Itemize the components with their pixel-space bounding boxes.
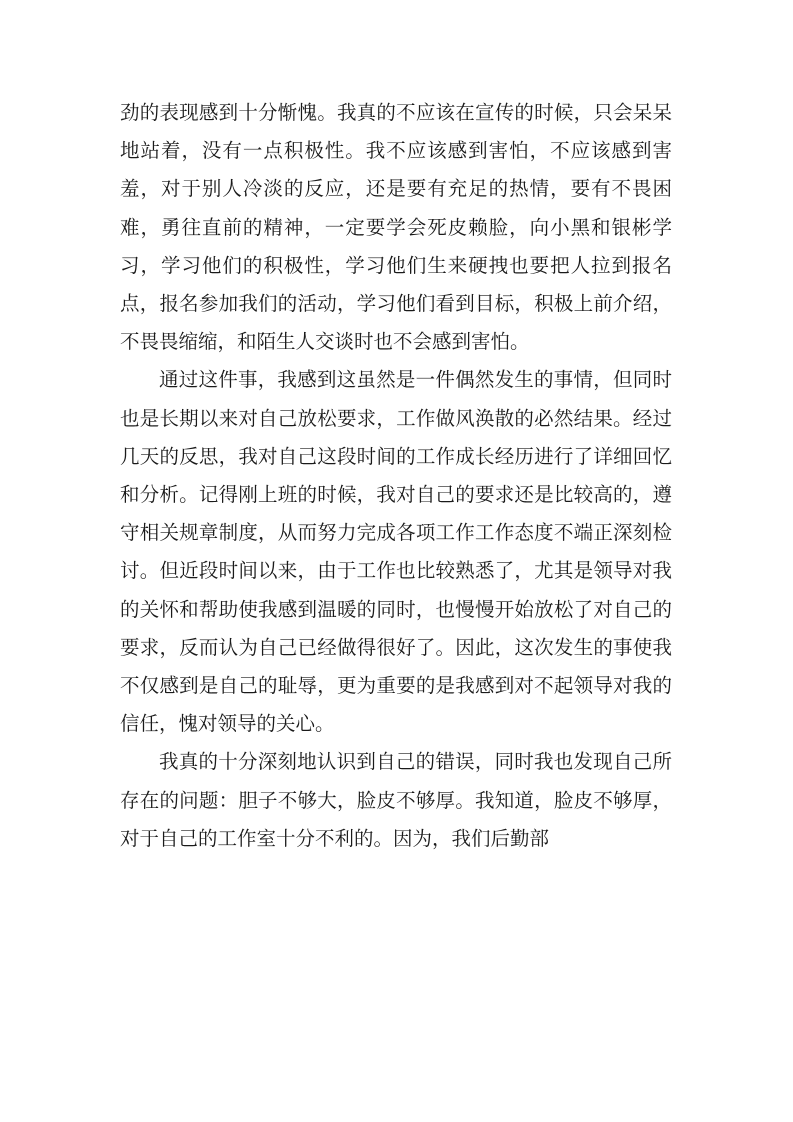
paragraph-3: 我真的十分深刻地认识到自己的错误，同时我也发现自己所存在的问题：胆子不够大，脸皮不够厚。我知道，脸皮不够厚，对于自己的工作室十分不利的。因为，我们后勤部: [120, 750, 672, 850]
paragraph-2: 通过这件事，我感到这虽然是一件偶然发生的事情，但同时也是长期以来对自己放松要求，工作做风涣散的必然结果。经过几天的反思，我对自己这段时间的工作成长经历进行了详细回忆和分析。记得刚上班的时候，我对自己的要求还是比较高的，遵守相关规章制度，从而努力完成各项工作工作态度不端正深刻检讨。但近段时间以来，由于工作也比较熟悉了，尤其是领导对我的关怀和帮助使我感到温暖的同时，也慢慢开始放松了对自己的要求，反而认为自己已经做得很好了。因此，这次发生的事使我不仅感到是自己的耻辱，更为重要的是我感到对不起领导对我的信任，愧对领导的关心。: [120, 368, 672, 736]
paragraph-1: 劲的表现感到十分惭愧。我真的不应该在宣传的时候，只会呆呆地站着，没有一点积极性。我不应该感到害怕，不应该感到害羞，对于别人冷淡的反应，还是要有充足的热情，要有不畏困难，勇往直前的精神，一定要学会死皮赖脸，向小黑和银彬学习，学习他们的积极性，学习他们生来硬拽也要把人拉到报名点，报名参加我们的活动，学习他们看到目标，积极上前介绍，不畏畏缩缩，和陌生人交谈时也不会感到害怕。: [120, 101, 672, 354]
document-body: [120, 94, 672, 858]
